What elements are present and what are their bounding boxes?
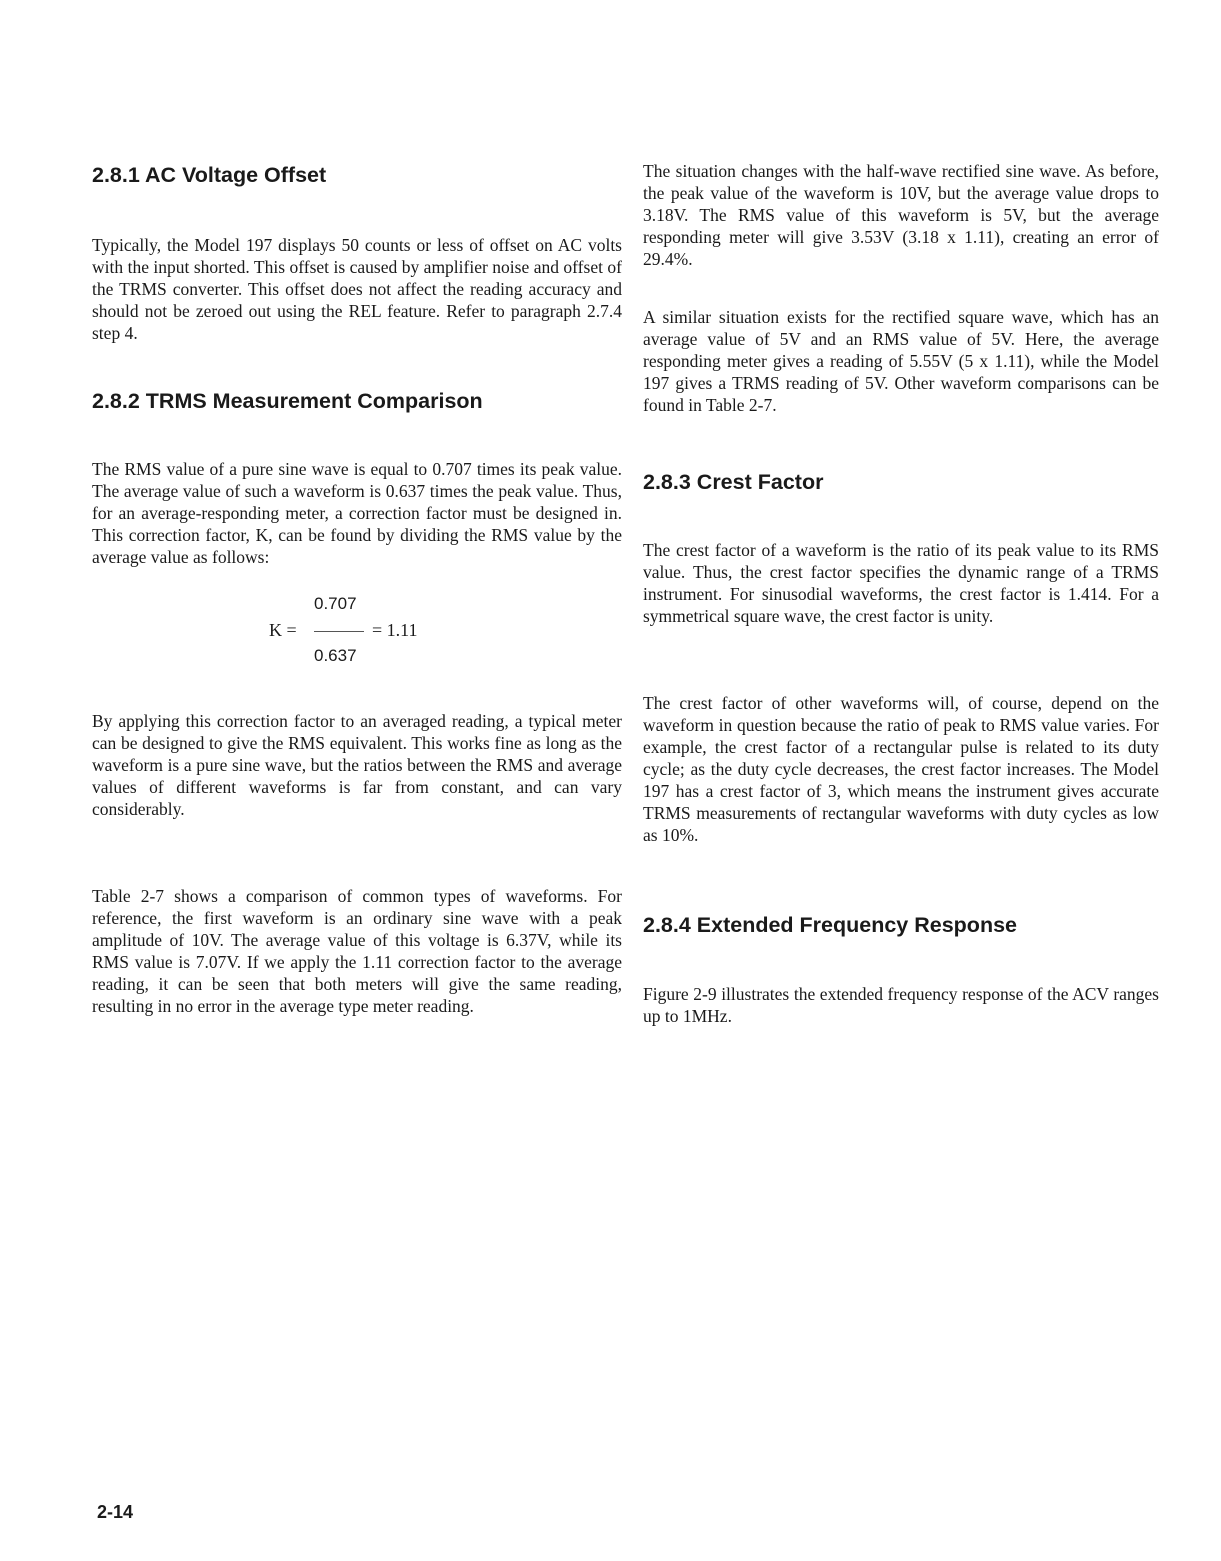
section-2-8-2-paragraph-1: The RMS value of a pure sine wave is equal to 0.707 times its peak value. The average value of such a waveform is 0.637 times the peak value. Thus, for an average-responding meter, a correction factor must be designed in. This correction factor, K, can be found by dividing the RMS value by the average value as follows: [92,459,622,567]
equation-denominator: 0.637 [314,646,357,665]
right-paragraph-1: The situation changes with the half-wave rectified sine wave. As before, the peak value of the waveform is 10V, but the average value drops to 3.18V. The RMS value of this waveform is 5V, but the average responding meter will give 3.53V (3.18 x 1.11), creating an error of 29.4%. [643,161,1159,269]
section-2-8-3-paragraph-1: The crest factor of a waveform is the ratio of its peak value to its RMS value. Thus, the crest factor specifies the dynamic range of a TRMS instrument. For sinusodial waveforms, the crest factor is 1.414. For a symmetrical square wave, the crest factor is unity. [643,540,1159,626]
section-2-8-2-paragraph-2: By applying this correction factor to an averaged reading, a typical meter can be designed to give the RMS equivalent. This works fine as long as the waveform is a pure sine wave, but the ratios between the RMS and average values of different waveforms is far from constant, and can vary considerably. [92,711,622,819]
equation-rhs: = 1.11 [372,620,418,640]
section-2-8-1-heading: 2.8.1 AC Voltage Offset [92,163,327,187]
equation-lhs: K = [269,620,297,640]
section-2-8-1-paragraph: Typically, the Model 197 displays 50 counts or less of offset on AC volts with the input shorted. This offset is caused by amplifier noise and offset of the TRMS converter. This offset does not affect the reading accuracy and should not be zeroed out using the REL feature. Refer to paragraph 2.7.4 step 4. [92,235,622,343]
section-2-8-4-paragraph: Figure 2-9 illustrates the extended frequency response of the ACV ranges up to 1MHz. [643,984,1159,1026]
equation-numerator: 0.707 [314,594,357,613]
right-paragraph-2: A similar situation exists for the rectified square wave, which has an average value of 5V and an RMS value of 5V. Here, the average responding meter gives a reading of 5.55V (5 x 1.11), while the Model 197 gives a TRMS reading of 5V. Other waveform comparisons can be found in Table 2-7. [643,307,1159,415]
section-2-8-4-heading: 2.8.4 Extended Frequency Response [643,913,1017,937]
section-2-8-3-paragraph-2: The crest factor of other waveforms will, of course, depend on the waveform in question because the ratio of peak to RMS value varies. For example, the crest factor of a rectangular pulse is related to its duty cycle; as the duty cycle decreases, the crest factor increases. The Model 197 has a crest factor of 3, which means the instrument gives accurate TRMS measurements of rectangular waveforms with duty cycles as low as 10%. [643,693,1159,845]
section-2-8-2-heading: 2.8.2 TRMS Measurement Comparison [92,389,483,413]
section-2-8-3-heading: 2.8.3 Crest Factor [643,470,824,494]
section-2-8-2-paragraph-3: Table 2-7 shows a comparison of common types of waveforms. For reference, the first waveform is an ordinary sine wave with a peak amplitude of 10V. The average value of this voltage is 6.37V, while its RMS value is 7.07V. If we apply the 1.11 correction factor to the average reading, it can be seen that both meters will give the same reading, resulting in no error in the average type meter reading. [92,886,622,1016]
page-number: 2-14 [97,1502,134,1522]
equation-fraction-bar [314,631,364,632]
